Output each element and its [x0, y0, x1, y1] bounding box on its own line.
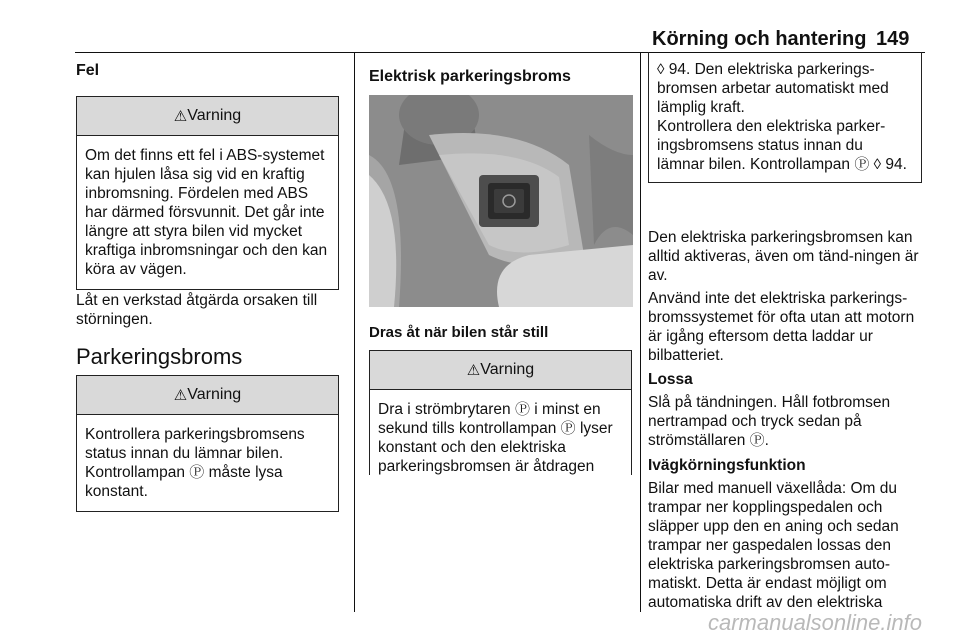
subheading-dras: Dras åt när bilen står still	[369, 324, 549, 341]
heading-elektrisk: Elektrisk parkeringsbroms	[369, 68, 571, 85]
warning-text: Kontrollera parkeringsbromsens status innan du lämnar bilen. Kontrollampan Ⓟ måste lysa konstant.	[85, 426, 305, 500]
warning-title: Varning	[187, 107, 242, 124]
parking-lamp-icon: Ⓟ	[189, 464, 205, 481]
warning-box-electric	[369, 350, 632, 475]
heading-parkeringsbroms: Parkeringsbroms	[76, 344, 243, 369]
parking-lamp-icon: Ⓟ	[854, 156, 870, 173]
column-1	[76, 62, 340, 80]
warning-box-parking	[76, 375, 339, 512]
warning-icon: ⚠	[173, 387, 188, 404]
warning-icon: ⚠	[173, 108, 188, 125]
paragraph-verkstad: Låt en verkstad åtgärda orsaken till störningen.	[76, 292, 318, 328]
paragraph-aktiveras: Den elektriska parkeringsbromsen kan alltid aktiveras, även om tänd-ningen är av.	[648, 229, 919, 284]
reference-arrow-icon: ◊	[657, 61, 665, 78]
lossa-heading: Lossa	[648, 371, 693, 388]
box-line-1: ◊ 94. Den elektriska parkerings-bromsen arbetar automatiskt med lämplig kraft.	[657, 61, 889, 116]
parking-lamp-icon: Ⓟ	[749, 432, 765, 449]
column-divider-1	[354, 52, 355, 612]
warning-title: Varning	[187, 386, 242, 403]
warning-title: Varning	[480, 361, 535, 378]
heading-fel: Fel	[76, 62, 100, 79]
vag-text: Bilar med manuell växellåda: Om du trampar ner kopplingspedalen och släpper upp den en aning och sedan trampar ner gaspedalen lossas den elektriska parkeringsbromsen auto-matiskt. Detta är endast möjligt om automatiska drift av den elektriska	[648, 480, 899, 611]
warning-box-abs	[76, 96, 339, 290]
warning-icon: ⚠	[466, 362, 481, 379]
watermark: carmanualsonline.info	[707, 610, 922, 635]
reference-arrow-icon: ◊	[873, 156, 882, 173]
parking-lamp-icon: Ⓟ	[560, 420, 576, 437]
parking-brake-switch-photo	[369, 95, 633, 307]
warning-text: Dra i strömbrytaren Ⓟ i minst en sekund tills kontrollampan Ⓟ lyser konstant och den elektriska parkeringsbromsen är åtdragen	[378, 401, 613, 475]
vag-heading: Ivägkörningsfunktion	[648, 457, 806, 474]
continued-warning-box	[648, 52, 922, 183]
box-line-2: Kontrollera den elektriska parker-ingsbromsens status innan du lämnar bilen. Kontrollampan Ⓟ ◊ 94.	[657, 118, 907, 173]
warning-header	[77, 97, 338, 136]
page-number: 149	[876, 28, 910, 50]
warning-text: Om det finns ett fel i ABS-systemet kan hjulen låsa sig vid en kraftig inbromsning. Fördelen med ABS har därmed försvunnit. Det går inte längre att styra bilen vid mycket kraftiga inbromsningar och den kan köra av vägen.	[85, 147, 328, 278]
lossa-text: Slå på tändningen. Håll fotbromsen nertrampad och tryck sedan på strömställaren Ⓟ.	[648, 394, 891, 449]
parking-lamp-icon: Ⓟ	[514, 401, 530, 418]
warning-header	[370, 351, 631, 390]
paragraph-batteri: Använd inte det elektriska parkerings-bromssystemet för ofta utan att motorn är igång eftersom detta laddar ur bilbatteriet.	[648, 290, 915, 364]
warning-header	[77, 376, 338, 415]
column-divider-2	[640, 52, 641, 612]
header-title: Körning och hantering	[652, 28, 867, 50]
